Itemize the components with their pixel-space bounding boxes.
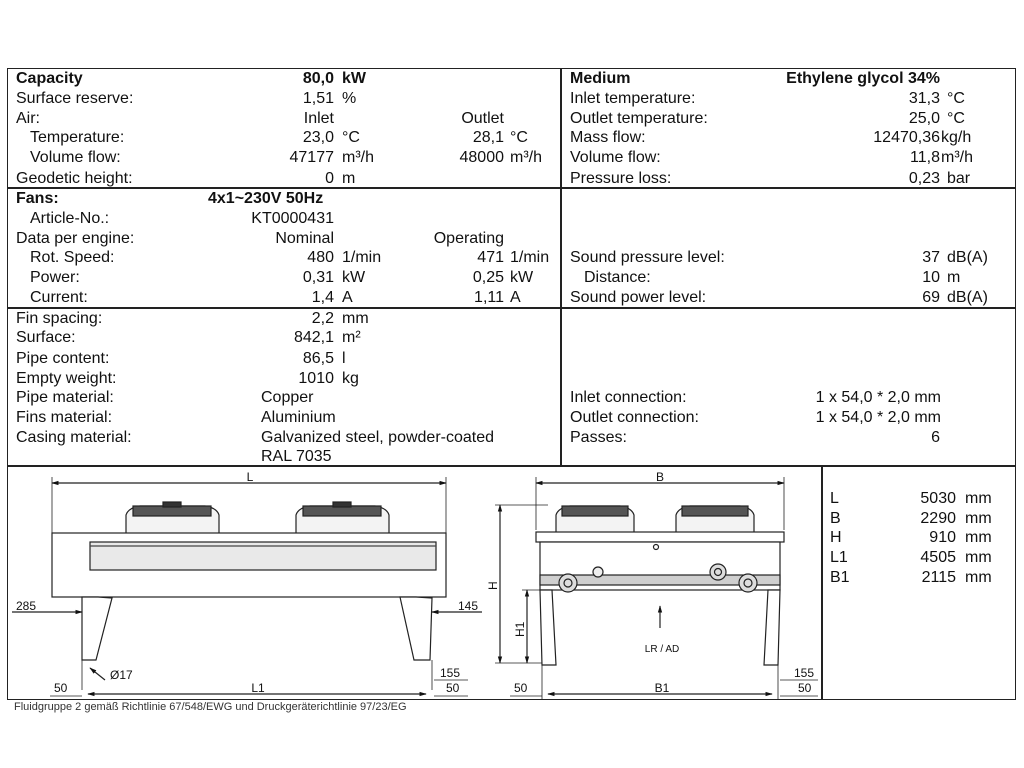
rot-speed-nominal-unit: 1/min xyxy=(342,249,382,266)
sound-power-unit: dB(A) xyxy=(947,289,988,306)
power-label: Power: xyxy=(30,269,80,286)
article-value: KT0000431 xyxy=(251,210,334,227)
rot-speed-label: Rot. Speed: xyxy=(30,249,115,266)
outlet-temperature-value: 25,0 xyxy=(908,110,940,127)
empty-weight-unit: kg xyxy=(342,370,359,387)
power-nominal-unit: kW xyxy=(342,269,366,286)
pressure-loss-label: Pressure loss: xyxy=(570,170,672,187)
fans-value: 4x1~230V 50Hz xyxy=(208,190,324,207)
dim-text-l1: L1 xyxy=(251,681,265,695)
fin-spacing-label: Fin spacing: xyxy=(16,310,103,327)
dim-text-50-front-right: 50 xyxy=(798,681,812,695)
dim-text-b1: B1 xyxy=(654,681,670,695)
pipe-content-value: 86,5 xyxy=(302,350,334,367)
dim-label-b: B xyxy=(830,510,841,527)
fin-spacing-unit: mm xyxy=(342,310,369,327)
front-view xyxy=(495,477,818,700)
empty-weight-label: Empty weight: xyxy=(16,370,117,387)
connection-port-left xyxy=(559,574,577,592)
surface-reserve-value: 1,51 xyxy=(302,90,334,107)
capacity-value: 80,0 xyxy=(302,70,334,87)
air-volume-flow-in: 47177 xyxy=(289,149,334,166)
dim-value-b: 2290 xyxy=(920,510,956,527)
medium-label: Medium xyxy=(570,70,631,87)
mass-flow-label: Mass flow: xyxy=(570,129,646,146)
inlet-temperature-label: Inlet temperature: xyxy=(570,90,696,107)
air-volume-flow-in-unit: m³/h xyxy=(342,149,374,166)
rot-speed-operating-unit: 1/min xyxy=(510,249,550,266)
medium-volume-flow-label: Volume flow: xyxy=(570,149,661,166)
air-inlet-heading: Inlet xyxy=(303,110,334,127)
dim-value-b1: 2115 xyxy=(921,569,956,586)
air-volume-flow-out-unit: m³/h xyxy=(510,149,542,166)
air-temperature-in-unit: °C xyxy=(342,129,360,146)
fan-right xyxy=(296,502,389,533)
air-outlet-heading: Outlet xyxy=(461,110,504,127)
power-nominal: 0,31 xyxy=(302,269,334,286)
current-operating-unit: A xyxy=(510,289,521,306)
casing-material-label: Casing material: xyxy=(16,429,132,446)
rot-speed-nominal: 480 xyxy=(307,249,334,266)
distance-unit: m xyxy=(947,269,961,286)
medium-value: Ethylene glycol 34% xyxy=(786,70,940,87)
capacity-unit: kW xyxy=(342,70,366,87)
sound-pressure-value: 37 xyxy=(922,249,940,266)
inlet-temperature-value: 31,3 xyxy=(908,90,940,107)
air-temperature-in: 23,0 xyxy=(302,129,334,146)
connection-port-center xyxy=(593,567,603,577)
dim-text-lrad: LR / AD xyxy=(644,644,680,655)
dim-label-b1: B1 xyxy=(830,569,850,586)
distance-value: 10 xyxy=(922,269,940,286)
current-operating: 1,11 xyxy=(474,289,504,306)
sound-power-value: 69 xyxy=(922,289,940,306)
surface-reserve-label: Surface reserve: xyxy=(16,90,134,107)
dim-label-l: L xyxy=(830,490,839,507)
outlet-temperature-label: Outlet temperature: xyxy=(570,110,708,127)
inlet-connection-value: 1 x 54,0 * 2,0 mm xyxy=(815,389,941,406)
inlet-connection-label: Inlet connection: xyxy=(570,389,687,406)
surface-value: 842,1 xyxy=(293,329,334,346)
air-temperature-out: 28,1 xyxy=(472,129,504,146)
current-label: Current: xyxy=(30,289,88,306)
fan-front-left xyxy=(556,506,634,532)
dim-unit-h: mm xyxy=(965,529,992,546)
geodetic-height-unit: m xyxy=(342,170,356,187)
medium-volume-flow-value: 11,8 xyxy=(910,149,940,166)
power-operating-unit: kW xyxy=(510,269,534,286)
nominal-heading: Nominal xyxy=(275,230,334,247)
dim-text-b: B xyxy=(655,470,665,484)
outlet-connection-value: 1 x 54,0 * 2,0 mm xyxy=(815,409,941,426)
dim-text-l: L xyxy=(246,470,254,484)
pipe-content-label: Pipe content: xyxy=(16,350,110,367)
surface-reserve-unit: % xyxy=(342,90,357,107)
dim-unit-b1: mm xyxy=(965,569,992,586)
dim-value-l: 5030 xyxy=(920,490,956,507)
sound-pressure-label: Sound pressure level: xyxy=(570,249,725,266)
air-volume-flow-label: Volume flow: xyxy=(30,149,121,166)
mass-flow-value: 12470,36 xyxy=(873,129,940,146)
dim-text-50-front-left: 50 xyxy=(514,681,528,695)
dim-unit-l: mm xyxy=(965,490,992,507)
rot-speed-operating: 471 xyxy=(477,249,504,266)
dim-value-l1: 4505 xyxy=(920,549,956,566)
air-label: Air: xyxy=(16,110,40,127)
fan-left xyxy=(126,502,219,533)
inlet-temperature-unit: °C xyxy=(947,90,965,107)
air-volume-flow-out: 48000 xyxy=(459,149,504,166)
dim-text-h: H xyxy=(486,581,500,590)
empty-weight-value: 1010 xyxy=(298,370,334,387)
dim-text-155-side: 155 xyxy=(440,666,461,680)
mass-flow-unit: kg/h xyxy=(941,129,972,146)
outlet-temperature-unit: °C xyxy=(947,110,965,127)
current-nominal: 1,4 xyxy=(311,289,334,306)
side-view xyxy=(12,477,482,696)
dim-unit-l1: mm xyxy=(965,549,992,566)
dim-text-d17: Ø17 xyxy=(110,668,133,682)
current-nominal-unit: A xyxy=(342,289,353,306)
pipe-content-unit: l xyxy=(342,350,346,367)
fins-material-label: Fins material: xyxy=(16,409,113,426)
fan-front-right xyxy=(676,506,754,532)
article-label: Article-No.: xyxy=(30,210,110,227)
casing-material-value: Galvanized steel, powder-coated xyxy=(261,429,495,446)
outlet-connection-label: Outlet connection: xyxy=(570,409,699,426)
fin-spacing-value: 2,2 xyxy=(311,310,334,327)
dim-text-155-front: 155 xyxy=(794,666,815,680)
data-per-engine-label: Data per engine: xyxy=(16,230,135,247)
dim-text-50-side-right: 50 xyxy=(446,681,460,695)
pressure-loss-unit: bar xyxy=(947,170,971,187)
geodetic-height-value: 0 xyxy=(325,170,334,187)
passes-value: 6 xyxy=(931,429,940,446)
dim-label-l1: L1 xyxy=(830,549,848,566)
power-operating: 0,25 xyxy=(472,269,504,286)
air-temperature-out-unit: °C xyxy=(510,129,528,146)
pressure-loss-value: 0,23 xyxy=(908,170,940,187)
dim-value-h: 910 xyxy=(929,529,956,546)
dim-text-285: 285 xyxy=(16,599,37,613)
footer-note: Fluidgruppe 2 gemäß Richtlinie 67/548/EWG und Druckgeräterichtlinie 97/23/EG xyxy=(14,701,407,713)
dim-label-h: H xyxy=(830,529,842,546)
distance-label: Distance: xyxy=(584,269,651,286)
dim-text-h1: H1 xyxy=(513,621,527,637)
air-temperature-label: Temperature: xyxy=(30,129,125,146)
fins-material-value: Aluminium xyxy=(261,409,336,426)
dim-text-50-left: 50 xyxy=(54,681,68,695)
capacity-label: Capacity xyxy=(16,70,83,87)
sound-pressure-unit: dB(A) xyxy=(947,249,988,266)
medium-volume-flow-unit: m³/h xyxy=(941,149,973,166)
surface-label: Surface: xyxy=(16,329,76,346)
dim-unit-b: mm xyxy=(965,510,992,527)
passes-label: Passes: xyxy=(570,429,627,446)
geodetic-height-label: Geodetic height: xyxy=(16,170,133,187)
surface-unit: m² xyxy=(342,329,361,346)
fans-label: Fans: xyxy=(16,190,59,207)
operating-heading: Operating xyxy=(433,230,504,247)
pipe-material-value: Copper xyxy=(261,389,314,406)
pipe-material-label: Pipe material: xyxy=(16,389,114,406)
casing-material-value-line2: RAL 7035 xyxy=(261,448,332,465)
sound-power-label: Sound power level: xyxy=(570,289,707,306)
dim-text-145: 145 xyxy=(458,599,479,613)
